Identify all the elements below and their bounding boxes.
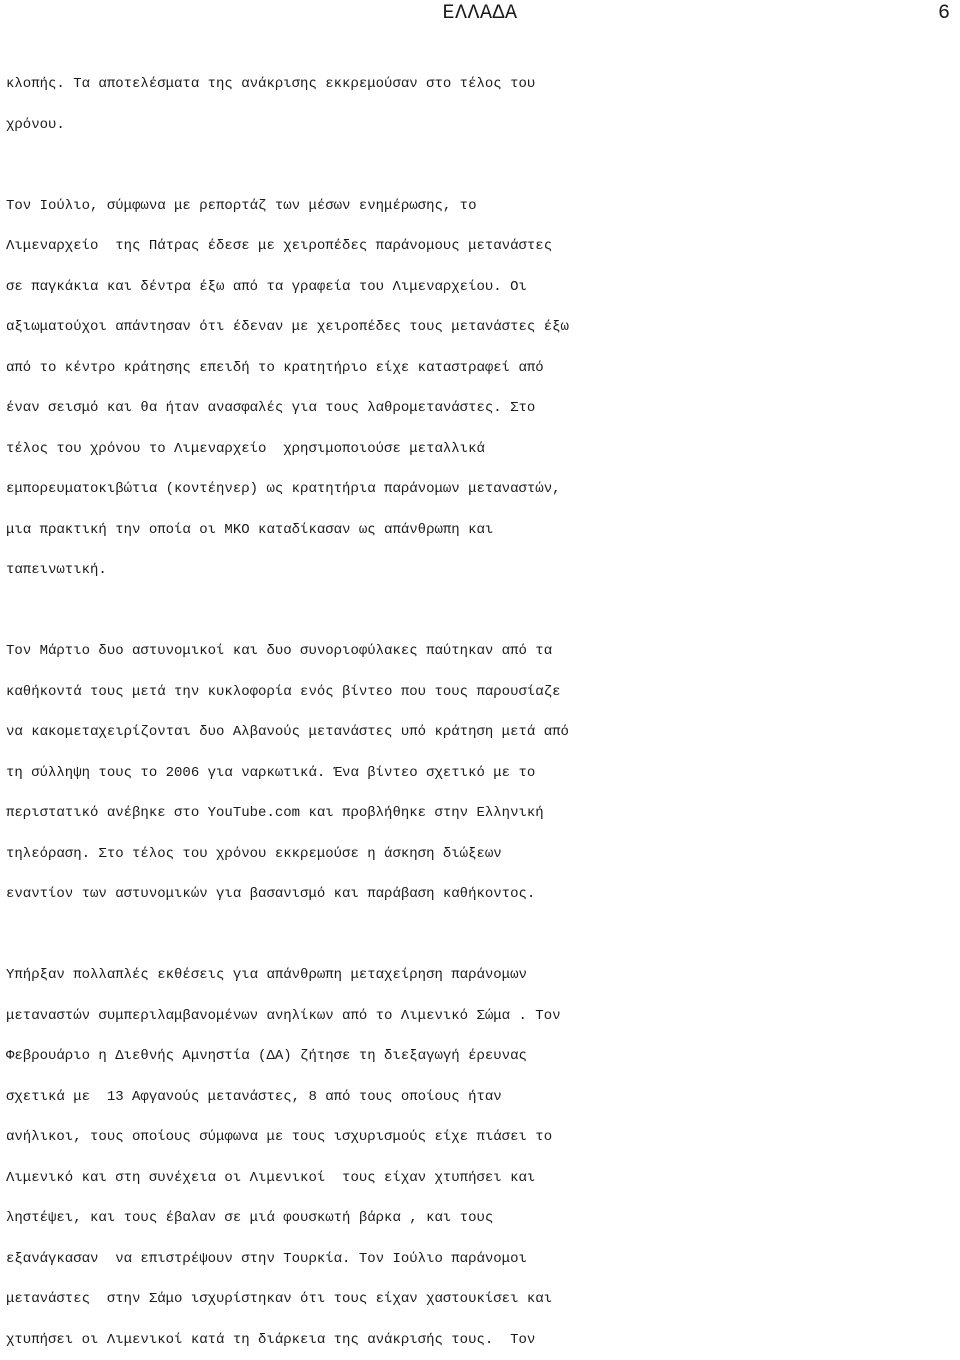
text-line: Λιμεναρχείο της Πάτρας έδεσε με χειροπέδες παράνομους μετανάστες <box>6 226 960 267</box>
text-line: εμπορευματοκιβώτια (κοντέηνερ) ως κρατητήρια παράνομων μεταναστών, <box>6 469 960 510</box>
running-header-title: ΕΛΛΑΔΑ <box>0 2 960 26</box>
paragraph-1 <box>6 64 960 145</box>
text-line: τηλεόραση. Στο τέλος του χρόνου εκκρεμούσε η άσκηση διώξεων <box>6 834 960 875</box>
text-line: από το κέντρο κράτησης επειδή το κρατητήριο είχε καταστραφεί από <box>6 348 960 389</box>
paragraph-gap <box>6 915 960 956</box>
text-line: Υπήρξαν πολλαπλές εκθέσεις για απάνθρωπη μεταχείρηση παράνομων <box>6 955 960 996</box>
paragraph-gap <box>6 145 960 186</box>
document-body <box>6 64 960 1360</box>
paragraph-2 <box>6 186 960 591</box>
text-line: κλοπής. Τα αποτελέσματα της ανάκρισης εκκρεμούσαν στο τέλος του <box>6 64 960 105</box>
text-line: αξιωματούχοι απάντησαν ότι έδεναν με χειροπέδες τους μετανάστες έξω <box>6 307 960 348</box>
page-number: 6 <box>938 2 950 26</box>
text-line: μεταναστών συμπεριλαμβανομένων ανηλίκων από το Λιμενικό Σώμα . Τον <box>6 996 960 1037</box>
text-line: ανήλικοι, τους οποίους σύμφωνα με τους ισχυρισμούς είχε πιάσει το <box>6 1117 960 1158</box>
text-line: μια πρακτική την οποία οι ΜΚΟ καταδίκασαν ως απάνθρωπη και <box>6 510 960 551</box>
paragraph-gap <box>6 591 960 632</box>
paragraph-4 <box>6 955 960 1360</box>
text-line: Τον Μάρτιο δυο αστυνομικοί και δυο συνοριοφύλακες παύτηκαν από τα <box>6 631 960 672</box>
text-line: τέλος του χρόνου το Λιμεναρχείο χρησιμοποιούσε μεταλλικά <box>6 429 960 470</box>
text-line: εξανάγκασαν να επιστρέψουν στην Τουρκία. Τον Ιούλιο παράνομοι <box>6 1239 960 1280</box>
text-line: σχετικά με 13 Αφγανούς μετανάστες, 8 από τους οποίους ήταν <box>6 1077 960 1118</box>
text-line: χτυπήσει οι Λιμενικοί κατά τη διάρκεια της ανάκρισής τους. Τον <box>6 1320 960 1360</box>
text-line: εναντίον των αστυνομικών για βασανισμό και παράβαση καθήκοντος. <box>6 874 960 915</box>
text-line: Λιμενικό και στη συνέχεια οι Λιμενικοί τους είχαν χτυπήσει και <box>6 1158 960 1199</box>
text-line: μετανάστες στην Σάμο ισχυρίστηκαν ότι τους είχαν χαστουκίσει και <box>6 1279 960 1320</box>
paragraph-3 <box>6 631 960 915</box>
text-line: Τον Ιούλιο, σύμφωνα με ρεπορτάζ των μέσων ενημέρωσης, το <box>6 186 960 227</box>
text-line: ληστέψει, και τους έβαλαν σε μιά φουσκωτή βάρκα , και τους <box>6 1198 960 1239</box>
text-line: περιστατικό ανέβηκε στο YouTube.com και προβλήθηκε στην Ελληνική <box>6 793 960 834</box>
text-line: καθήκοντά τους μετά την κυκλοφορία ενός βίντεο που τους παρουσίαζε <box>6 672 960 713</box>
text-line: Φεβρουάριο η Διεθνής Αμνηστία (ΔΑ) ζήτησε τη διεξαγωγή έρευνας <box>6 1036 960 1077</box>
page-header <box>0 0 960 30</box>
text-line: ταπεινωτική. <box>6 550 960 591</box>
text-line: σε παγκάκια και δέντρα έξω από τα γραφεία του Λιμεναρχείου. Οι <box>6 267 960 308</box>
text-line: να κακομεταχειρίζονται δυο Αλβανούς μετανάστες υπό κράτηση μετά από <box>6 712 960 753</box>
text-line: τη σύλληψη τους το 2006 για ναρκωτικά. Ένα βίντεο σχετικό με το <box>6 753 960 794</box>
text-line: έναν σεισμό και θα ήταν ανασφαλές για τους λαθρομετανάστες. Στο <box>6 388 960 429</box>
text-line: χρόνου. <box>6 105 960 146</box>
